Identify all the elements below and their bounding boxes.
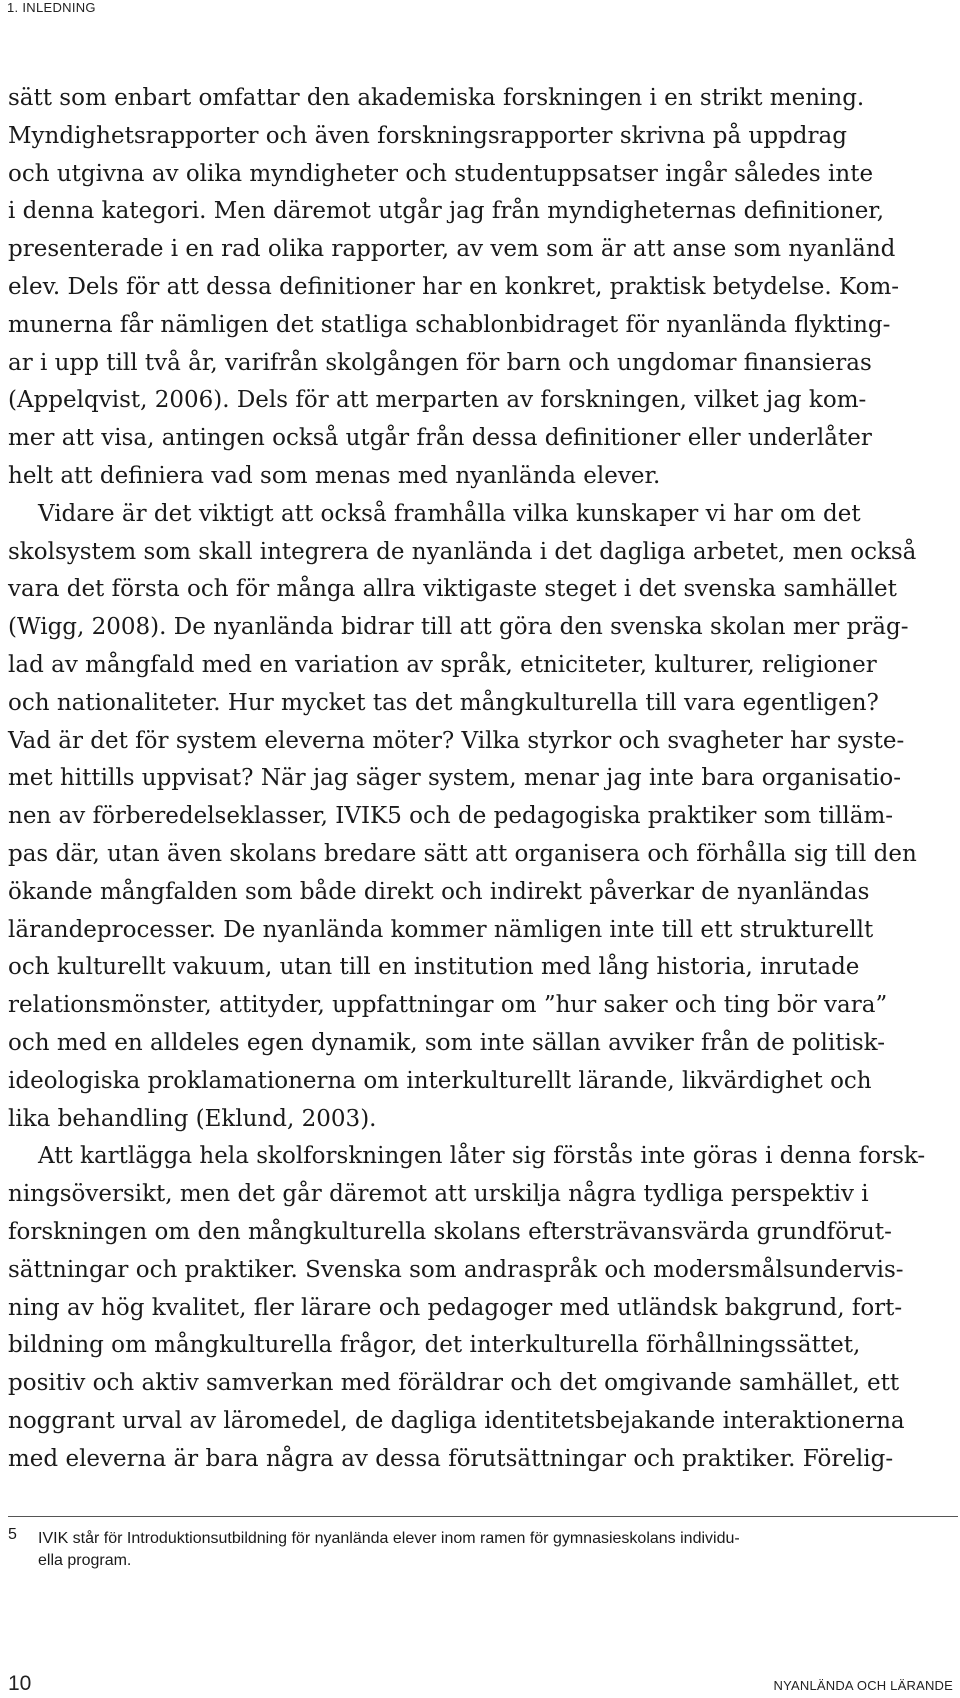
body-line: forskningen om den mångkulturella skolans eftersträvansvärda grundförut- [8,1218,892,1245]
body-line: pas där, utan även skolans bredare sätt att organisera och förhålla sig till den [8,840,917,867]
body-line: positiv och aktiv samverkan med föräldrar och det omgivande samhället, ett [8,1370,900,1397]
body-line: Myndighetsrapporter och även forskningsrapporter skrivna på uppdrag [8,122,847,149]
body-line: ningsöversikt, men det går däremot att urskilja några tydliga perspektiv i [8,1181,869,1208]
body-line: i denna kategori. Men däremot utgår jag från myndigheternas definitioner, [8,198,885,225]
footnote-divider [8,1516,958,1517]
body-line: Vad är det för system eleverna möter? Vilka styrkor och svagheter har syste- [8,727,905,754]
body-line: met hittills uppvisat? När jag säger system, menar jag inte bara organisatio- [8,765,901,792]
body-line: sätt som enbart omfattar den akademiska forskningen i en strikt mening. [8,85,865,111]
footnote [8,1528,958,1572]
body-line: vara det första och för många allra viktigaste steget i det svenska samhället [8,576,897,603]
footnote-number: 5 [8,1526,17,1543]
body-line: och utgivna av olika myndigheter och studentuppsatser ingår således inte [8,160,874,187]
footnote-line: IVIK står för Introduktionsutbildning för nyanlända elever inom ramen för gymnasieskolans individu- [38,1530,740,1547]
body-line: helt att definiera vad som menas med nyanlända elever. [8,462,661,489]
body-line: elev. Dels för att dessa definitioner har en konkret, praktisk betydelse. Kom- [8,273,900,300]
running-head: 1. INLEDNING [7,0,96,15]
body-text [8,80,958,1478]
body-line: mer att visa, antingen också utgår från dessa definitioner eller underlåter [8,425,872,452]
body-line: (Appelqvist, 2006). Dels för att merparten av forskningen, vilket jag kom- [8,387,867,414]
body-line: med eleverna är bara några av dessa förutsättningar och praktiker. Förelig- [8,1445,894,1472]
body-line: (Wigg, 2008). De nyanlända bidrar till att göra den svenska skolan mer präg- [8,614,909,641]
body-line: ning av hög kvalitet, fler lärare och pedagoger med utländsk bakgrund, fort- [8,1294,903,1321]
body-line: lika behandling (Eklund, 2003). [8,1105,377,1132]
body-line: sättningar och praktiker. Svenska som andraspråk och modersmålsundervis- [8,1256,904,1283]
body-line: Vidare är det viktigt att också framhålla vilka kunskaper vi har om det [38,500,861,527]
body-line: ideologiska proklamationerna om interkulturellt lärande, likvärdighet och [8,1067,872,1094]
footnote-line: ella program. [38,1552,132,1569]
body-line: bildning om mångkulturella frågor, det interkulturella förhållningssättet, [8,1332,861,1359]
body-line: noggrant urval av läromedel, de dagliga identitetsbejakande interaktionerna [8,1407,905,1434]
running-foot: NYANLÄNDA OCH LÄRANDE [773,1678,953,1693]
body-line: och med en alldeles egen dynamik, som inte sällan avviker från de politisk- [8,1029,885,1056]
body-line: ar i upp till två år, varifrån skolgången för barn och ungdomar finansieras [8,349,872,376]
body-line: och nationaliteter. Hur mycket tas det mångkulturella till vara egentligen? [8,689,879,716]
body-line: nen av förberedelseklasser, IVIK5 och de pedagogiska praktiker som tilläm- [8,803,894,830]
body-line: och kulturellt vakuum, utan till en institution med lång historia, inrutade [8,954,860,981]
body-line: munerna får nämligen det statliga schablonbidraget för nyanlända flykting- [8,311,891,338]
page-number: 10 [8,1672,32,1695]
body-line: lad av mångfald med en variation av språk, etniciteter, kulturer, religioner [8,651,877,678]
body-line: skolsystem som skall integrera de nyanlända i det dagliga arbetet, men också [8,538,917,565]
body-line: lärandeprocesser. De nyanlända kommer nämligen inte till ett strukturellt [8,916,874,943]
body-line: ökande mångfalden som både direkt och indirekt påverkar de nyanländas [8,878,870,905]
body-line: Att kartlägga hela skolforskningen låter sig förstås inte göras i denna forsk- [38,1143,926,1170]
body-line: presenterade i en rad olika rapporter, av vem som är att anse som nyanländ [8,236,896,263]
body-line: relationsmönster, attityder, uppfattningar om ”hur saker och ting bör vara” [8,992,888,1019]
